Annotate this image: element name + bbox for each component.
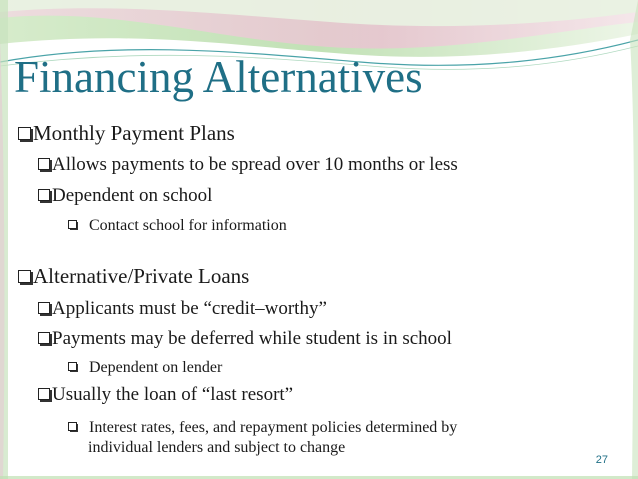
square-bullet-icon bbox=[68, 422, 77, 431]
bullet-text: Monthly Payment Plans bbox=[33, 121, 235, 145]
bullet-alternative-private-loans bbox=[18, 264, 249, 288]
bullet-interest-rates-continuation: individual lenders and subject to change bbox=[88, 439, 346, 456]
square-bullet-icon bbox=[18, 270, 31, 283]
bullet-interest-rates bbox=[68, 418, 457, 437]
square-bullet-icon bbox=[68, 220, 77, 229]
square-bullet-icon bbox=[18, 127, 31, 140]
bullet-dependent-on-school bbox=[38, 185, 212, 207]
square-bullet-icon bbox=[38, 189, 50, 201]
square-bullet-icon bbox=[38, 388, 50, 400]
square-bullet-icon bbox=[38, 158, 50, 170]
square-bullet-icon bbox=[38, 332, 50, 344]
bullet-credit-worthy bbox=[38, 298, 327, 320]
bullet-text: Dependent on school bbox=[52, 185, 213, 206]
bullet-text: Contact school for information bbox=[89, 217, 287, 234]
bullet-text: Payments may be deferred while student is in school bbox=[52, 328, 452, 349]
bullet-last-resort bbox=[38, 384, 293, 406]
bullet-text: Usually the loan of “last resort” bbox=[52, 384, 294, 405]
bullet-dependent-on-lender bbox=[68, 358, 222, 377]
bullet-contact-school bbox=[68, 216, 287, 235]
page-number: 27 bbox=[595, 454, 608, 466]
square-bullet-icon bbox=[68, 362, 77, 371]
slide-title: Financing Alternatives bbox=[14, 52, 423, 102]
bullet-payments-deferred bbox=[38, 328, 452, 350]
bullet-text: Interest rates, fees, and repayment policies determined by bbox=[89, 419, 458, 436]
bullet-monthly-payment-plans bbox=[18, 121, 235, 145]
bullet-text: Applicants must be “credit–worthy” bbox=[52, 298, 327, 319]
bullet-text: Allows payments to be spread over 10 months or less bbox=[52, 154, 458, 175]
bullet-spread-payments bbox=[38, 154, 458, 176]
square-bullet-icon bbox=[38, 302, 50, 314]
bullet-text: Dependent on lender bbox=[89, 359, 223, 376]
bullet-text: Alternative/Private Loans bbox=[33, 264, 250, 288]
